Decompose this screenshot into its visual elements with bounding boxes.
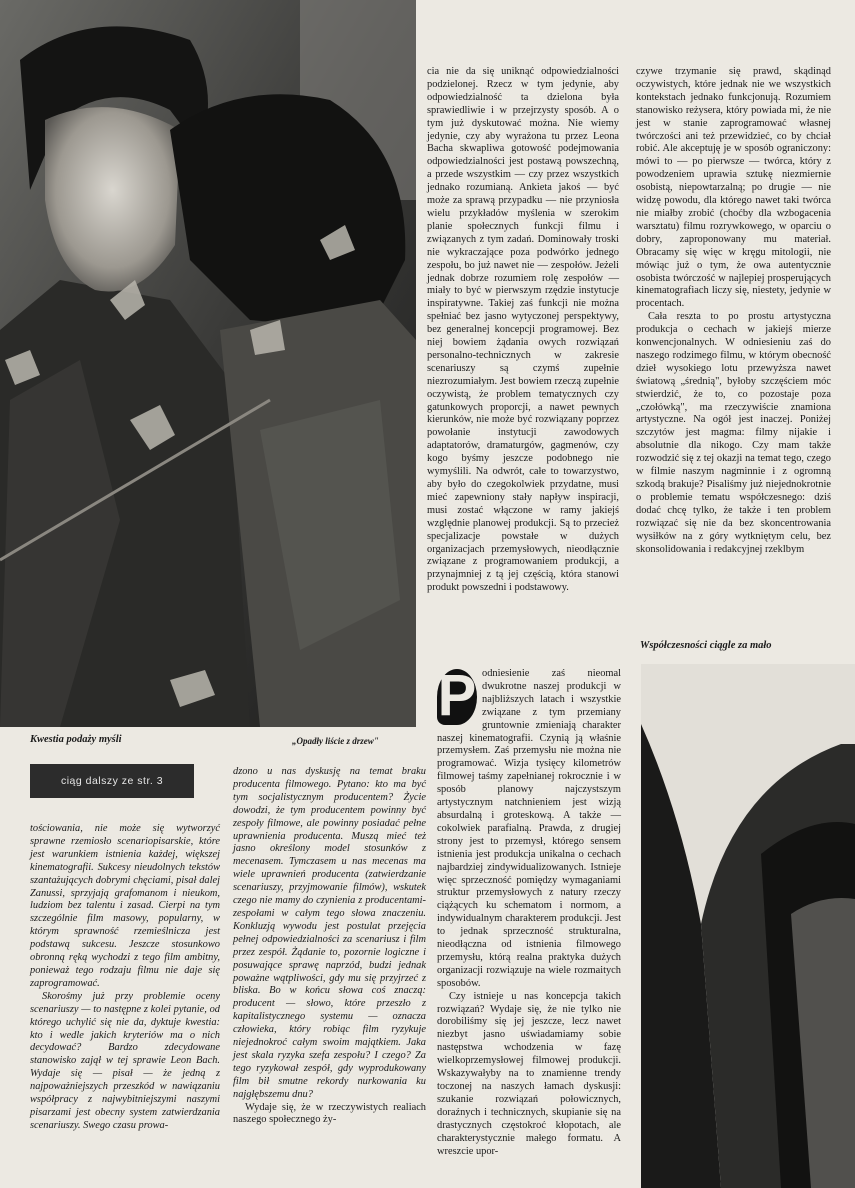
continuation-box: ciąg dalszy ze str. 3 <box>30 764 194 798</box>
article-column-bottom-right <box>437 663 621 1186</box>
paragraph: Cała reszta to po prostu artystyczna produkcja o cechach w jakiejś mierze konwencjonalnych. W odniesieniu zaś do naszego rodzimego filmu, w którym obecność dzieł wysokiego lotu przewyższa nawet światową „średnią", byłoby szczęściem móc stwierdzić, że to, co pozostaje poza „czołówką", ma rzeczywiście znamiona artystyczne. Na ogół jest inaczej. Poniżej szczytów jest magma: filmy nijakie i absolutnie dla nikogo. Czy mam także rozwodzić się z tej okazji na temat tego, czego w filmie naszym nagminnie i z ogromną szkodą brakuje? Pisaliśmy już niejednokrotnie o problemie tematu współczesnego: dziś dodać chcę tylko, że także i ten problem rozwiązać się nie da bez skoncentrowania wysiłków na z góry wytkniętym celu, bez skonsolidowania i redakcyjnej rzeklbym <box>636 311 831 555</box>
paragraph: cia nie da się uniknąć odpowiedzialności podzielonej. Rzecz w tym jedynie, aby odpowiedzialność ta dzielona była sprawiedliwie i w przejrzysty sposób. A o tym już dyskutować można. Nie wiemy jedynie, czy aby wyrażona tu przez Leona Bacha skwapliwa gotowość podejmowania odpowiedzialności jest postawą powszechną, a przede wszystkim — czy przez wszystkich jednako rozumianą. Ankieta jakoś — być może za sprawą przypadku — nie przyniosła wielu przykładów myślenia w szerokim planie społecznych funkcji filmu i związanych z tym zadań. Dominowały troski nie wykraczające poza podwórko jednego zespołu, bo już nawet nie — zespołów. Jeżeli jednak dobrze rozumiem rolę zespołów — miały to być w pierwszym rzędzie instytucje inspiratywne. Takiej zaś funkcji nie można spełniać bez jasno wytyczonej perspektywy, bez generalnej koncepcji programowej. Bez niej bowiem żądania owych rozwiązań personalno-technicznych w zakresie scenariuszy są czymś zupełnie niezrozumiałym. Jest bowiem rzeczą zupełnie oczywistą, że problem tematycznych czy gatunkowych proporcji, a nawet pewnych kierunków, nie może być rozwiązany poprzez powołanie instytucji zawodowych adaptatorów, dramaturgów, gagmenów, czy kogo byśmy jeszcze podobnego nie wymyślili. Na odwrót, całe to towarzystwo, aby było do czegokolwiek przydatne, musi mieć zapewniony stały napływ inspiracji, musi zostać włączone w ramy jakiejś względnie planowej produkcji. Są to przecież specjalizacje powstałe w dużych organizacjach przemysłowych, nieodłącznie związane z programowaniem produkcji, a przynajmniej z tą jej częścią, która stanowi produkt powszedni i podstawowy. <box>427 66 619 594</box>
paragraph: dzono u nas dyskusję na temat braku producenta filmowego. Pytano: kto ma być tym socjalistycznym producentem? Życie dowodzi, że tym producentem powinny być zespoły filmowe, ale powinny posiadać pełne uprawnienia producenta. Muszą mieć też jasno określony model stosunków z mecenasem. Tymczasem u nas mecenas ma wiele uprawnień producenta (zatwierdzanie scenariuszy, przyjmowanie filmów), wskutek czego nie mamy do czynienia z producentami-zespołami w całym tego słowa znaczeniu. Konkluzją wywodu jest postulat przejęcia pełnej odpowiedzialności za scenariusz i film przez zespół. Żądanie to, pozornie logiczne i posuwające sprawę naprzód, budzi jednak poważne wątpliwości, gdy mu się przyjrzeć z bliska. Bo w końcu słowa coś znaczą: producent — słowo, które przeszło z kapitalistycznego systemu — oznacza człowieka, który robiąc film ryzykuje niejednokroć całym swoim majątkiem. Jaka jest skala ryzyka szefa zespołu? I czego? Za tego ryzykował zespół, gdy wyprodukowany film bił smutne rekordy nurkowania ku najgłębszemu dnu? <box>233 766 426 1100</box>
paragraph: Wydaje się, że w rzeczywistych realiach naszego społecznego ży- <box>233 1101 426 1126</box>
paragraph-text: odniesienie zaś nieomal dwukrotne naszej produkcji w najbliższych latach i wszystkie związane z tym przemiany gruntownie zmieniają charakter naszej kinematografii. Czynią ją właśnie przemysłem. Zaś przemysłu nie można nie programować. Wizja tysięcy kilometrów filmowej taśmy zapełnianej rokrocznie i w sposób planowy najczystszym artystycznym natchnieniem jest wizją absurdalną i groteskową. A także — cokolwiek parafialną. Prawda, z drugiej strony jest to przemysł, którego sensem istnienia jest produkcja unikalna o cechach najbardziej zindywidualizowanych. Istnieje więc sprzeczność pomiędzy wymaganiami struktur przemysłowych z natury rzeczy ciążących ku schematom i normom, a indywidualnym charakterem produkcji. Jest to jednak sprzeczność strukturalna, nieodłączna od istnienia filmowego przemysłu, którą realna praktyka dużych organizacji rozwiązuje na wiele rozmaitych sposobów. <box>437 668 621 989</box>
drop-cap: P <box>437 663 477 728</box>
article-column-top-right <box>636 66 831 636</box>
paragraph: Czy istnieje u nas koncepcja takich rozwiązań? Wydaje się, że nie tylko nie dorobiliśmy się jej jeszcze, lecz nawet niezbyt jasno uświadamiamy sobie następstwa wchodzenia w fazę wielkoprzemysłowej filmowej produkcji. Wskazywałyby na to znamienne trendy toczonej na naszych łamach dyskusji: szukanie rozwiązań połowicznych, doraźnych i technicznych, skupianie się na drastycznych częstokroć kłopotach, ale charakterystycznie małego formatu. A wreszcie upor- <box>437 990 621 1157</box>
article-column-bottom-middle <box>233 766 426 1186</box>
paragraph: tościowania, nie może się wytworzyć sprawne rzemiosło scenariopisarskie, które jest warunkiem istnienia każdej, większej kinematografii. Sukcesy nieudolnych tekstów szantażujących dobrymi chęciami, pisał dalej Zanussi, sprzyjają grafomanom i nieukom, ludziom bez talentu i zasad. Cierpi na tym szczególnie film masowy, popularny, w którym sprawność rzemieślnicza jest podstawą sukcesu. Jeszcze stosunkowo obronną ręką wychodzi z tego film ambitny, ponieważ tego rodzaju filmu nie daje się zaprogramować. <box>30 823 220 989</box>
paragraph <box>437 663 621 991</box>
article-column-top-middle <box>427 66 619 654</box>
paragraph: czywe trzymanie się prawd, skądinąd oczywistych, które jednak nie we wszystkich kontekstach jednako funkcjonują. Rozumiem stanowisko reżysera, który powiada mi, że nie jest w stanie zaprogramować własnej twórczości ani też przewidzieć, co by chciał robić. Ale akceptuję je w sposób ograniczony: mówi to — po pierwsze — twórca, który z powodzeniem uprawia sztukę niezmiernie osobistą, niepowtarzalną; po drugie — nie widzę powodu, dla którego nawet taki twórca nie miałby zrobić (choćby dla wzbogacenia warsztatu) filmu rozrywkowego, w oparciu o dobry, zaproponowany mu materiał. Obracamy się więc w kręgu mitologii, nie mówiąc już o tym, że owa autentycznie osobista twórczość w najlepiej prosperujących kinematografiach liczy się, niestety, jedynie w procentach. <box>636 66 831 310</box>
article-column-bottom-left <box>30 823 220 1185</box>
second-film-still-photo <box>641 664 855 1188</box>
photo-caption-left: Kwestia podaży myśli <box>30 734 122 745</box>
paragraph: Skorośmy już przy problemie oceny scenariuszy — to następne z kolei pytanie, od którego uchylić się nie da, dyktuje kwestia: kto i wedle jakich kryteriów ma o nich decydować? Bardzo zdecydowane stanowisko zajął w tej sprawie Leon Bach. Wydaje się — pisał — że jedną z najpoważniejszych przeszkód w nawiązaniu współpracy z najwybitniejszymi naszymi pisarzami jest obecny system zatwierdzania scenariuszy. Swego czasu prowa- <box>30 990 220 1131</box>
film-still-photo <box>0 0 416 727</box>
column-caption: Współczesności ciągle za mało <box>640 640 772 651</box>
photo-caption-right: „Opadły liście z drzew" <box>292 736 379 746</box>
